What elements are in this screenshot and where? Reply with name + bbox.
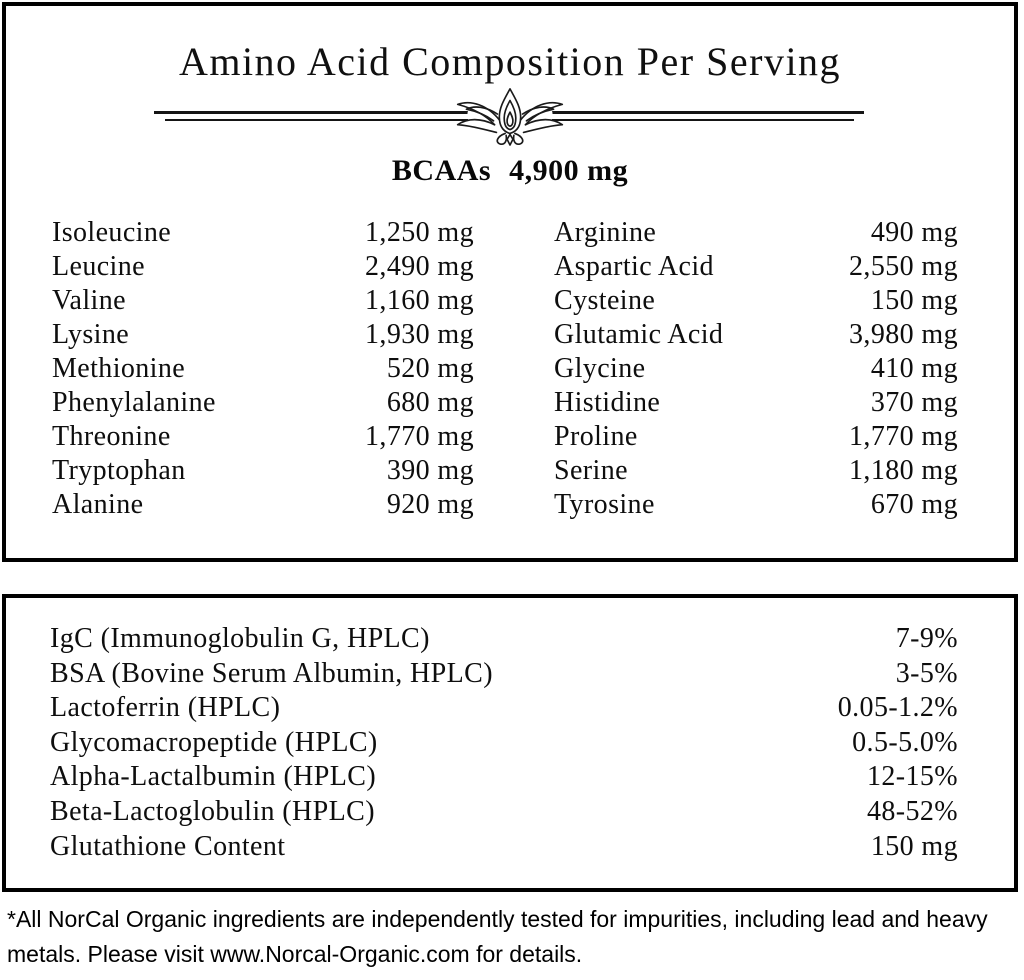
ingredient-value: 370 mg bbox=[870, 387, 958, 418]
ingredient-value: 48-52% bbox=[866, 795, 958, 827]
ingredient-value: 520 mg bbox=[386, 353, 474, 384]
amino-right-column bbox=[554, 216, 958, 522]
table-row bbox=[50, 830, 958, 865]
table-row bbox=[50, 726, 958, 761]
ingredient-name: Arginine bbox=[554, 217, 657, 248]
footnote bbox=[7, 902, 1021, 972]
ingredient-value: 3,980 mg bbox=[849, 319, 958, 350]
protein-fractions-table bbox=[6, 598, 1014, 864]
table-row bbox=[52, 420, 474, 454]
ingredient-value: 150 mg bbox=[870, 830, 958, 862]
ornament-divider bbox=[154, 88, 866, 140]
ingredient-name: Glycomacropeptide (HPLC) bbox=[50, 726, 378, 758]
ingredient-value: 12-15% bbox=[866, 761, 958, 793]
table-row bbox=[554, 216, 958, 250]
ingredient-value: 2,490 mg bbox=[365, 251, 474, 282]
ingredient-value: 390 mg bbox=[386, 455, 474, 486]
footnote-line: metals. Please visit www.Norcal-Organic.com for details. bbox=[7, 941, 583, 967]
ingredient-name: Isoleucine bbox=[52, 217, 172, 248]
footnote-line: *All NorCal Organic ingredients are independently tested for impurities, including lead and heavy bbox=[7, 906, 988, 932]
ingredient-value: 490 mg bbox=[870, 217, 958, 248]
lotus-ornament-icon bbox=[435, 85, 585, 147]
table-row bbox=[52, 318, 474, 352]
ingredient-value: 0.05-1.2% bbox=[837, 692, 958, 724]
ingredient-name: Aspartic Acid bbox=[554, 251, 714, 282]
ingredient-value: 7-9% bbox=[895, 623, 958, 654]
table-row bbox=[50, 622, 958, 657]
bcaa-total-line bbox=[6, 152, 1014, 190]
ingredient-name: Alpha-Lactalbumin (HPLC) bbox=[50, 761, 377, 793]
table-row bbox=[52, 250, 474, 284]
ingredient-name: Phenylalanine bbox=[52, 387, 216, 418]
ingredient-name: Tyrosine bbox=[554, 489, 655, 520]
table-row bbox=[52, 386, 474, 420]
ingredient-name: Threonine bbox=[52, 421, 171, 452]
ingredient-value: 1,930 mg bbox=[365, 319, 474, 350]
ingredient-value: 1,770 mg bbox=[365, 421, 474, 452]
table-row bbox=[52, 284, 474, 318]
ingredient-name: Glutamic Acid bbox=[554, 319, 724, 350]
ingredient-name: Valine bbox=[52, 285, 126, 316]
ingredient-name: Beta-Lactoglobulin (HPLC) bbox=[50, 795, 375, 827]
table-row bbox=[52, 216, 474, 250]
ingredient-value: 680 mg bbox=[386, 387, 474, 418]
ingredient-name: Leucine bbox=[52, 251, 145, 282]
table-row bbox=[554, 454, 958, 488]
ingredient-name: Lactoferrin (HPLC) bbox=[50, 692, 281, 724]
ingredient-name: IgC (Immunoglobulin G, HPLC) bbox=[50, 623, 430, 654]
ingredient-name: Proline bbox=[554, 421, 638, 452]
ingredient-value: 0.5-5.0% bbox=[852, 726, 958, 758]
ingredient-name: Alanine bbox=[52, 489, 144, 520]
ingredient-name: BSA (Bovine Serum Albumin, HPLC) bbox=[50, 657, 493, 689]
ingredient-value: 150 mg bbox=[870, 285, 958, 316]
table-row bbox=[554, 352, 958, 386]
ingredient-value: 1,770 mg bbox=[849, 421, 958, 452]
table-row bbox=[554, 318, 958, 352]
ingredient-name: Cysteine bbox=[554, 285, 656, 316]
table-row bbox=[52, 454, 474, 488]
table-row bbox=[50, 691, 958, 726]
ingredient-value: 410 mg bbox=[870, 353, 958, 384]
amino-acid-table bbox=[6, 216, 1014, 522]
table-row bbox=[554, 284, 958, 318]
panel-title: Amino Acid Composition Per Serving bbox=[178, 39, 842, 84]
table-row bbox=[554, 386, 958, 420]
ingredient-name: Lysine bbox=[52, 319, 130, 350]
table-row bbox=[554, 420, 958, 454]
ingredient-value: 2,550 mg bbox=[849, 251, 958, 282]
ingredient-name: Histidine bbox=[554, 387, 661, 418]
table-row bbox=[52, 352, 474, 386]
ingredient-name: Glycine bbox=[554, 353, 646, 384]
table-row bbox=[50, 760, 958, 795]
amino-left-column bbox=[52, 216, 474, 522]
ingredient-value: 3-5% bbox=[895, 657, 958, 689]
ingredient-value: 1,160 mg bbox=[365, 285, 474, 316]
ingredient-value: 670 mg bbox=[870, 489, 958, 520]
bcaa-value: 4,900 mg bbox=[509, 154, 629, 187]
table-row bbox=[50, 795, 958, 830]
table-row bbox=[50, 657, 958, 692]
amino-acid-composition-panel bbox=[2, 2, 1018, 562]
protein-fractions-panel bbox=[2, 594, 1018, 892]
ingredient-name: Glutathione Content bbox=[50, 830, 286, 862]
ingredient-name: Serine bbox=[554, 455, 628, 486]
ingredient-name: Methionine bbox=[52, 353, 186, 384]
table-row bbox=[554, 488, 958, 522]
ingredient-value: 920 mg bbox=[386, 489, 474, 520]
table-row bbox=[52, 488, 474, 522]
ingredient-name: Tryptophan bbox=[52, 455, 186, 486]
ingredient-value: 1,250 mg bbox=[365, 217, 474, 248]
bcaa-label: BCAAs bbox=[391, 154, 492, 187]
table-row bbox=[554, 250, 958, 284]
ingredient-value: 1,180 mg bbox=[849, 455, 958, 486]
